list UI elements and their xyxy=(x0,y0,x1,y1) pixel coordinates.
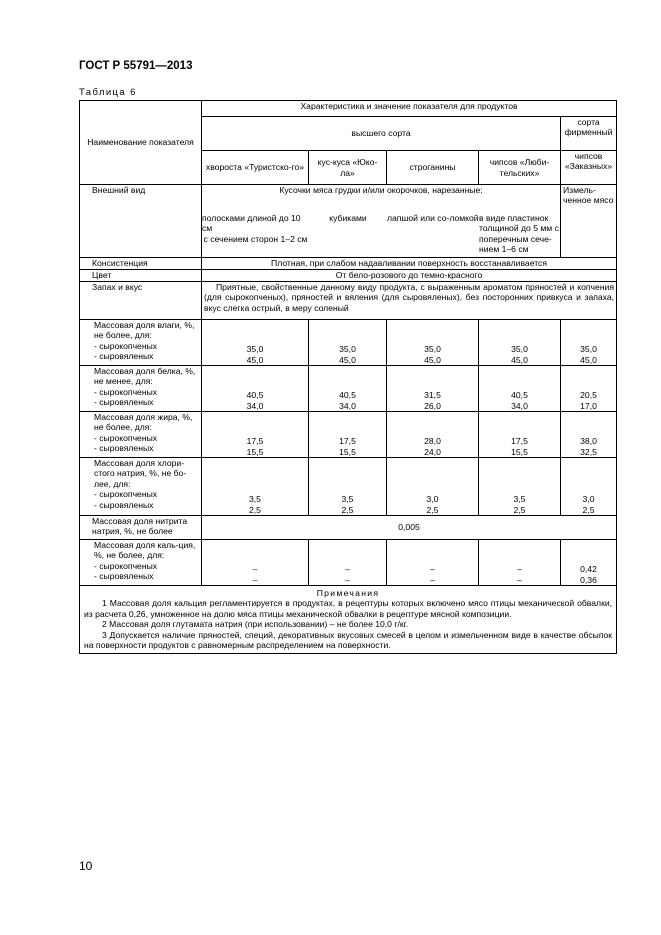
sub-label: - сырокопченых xyxy=(94,432,158,443)
value-cell xyxy=(309,320,387,366)
group-header: Характеристика и значение показателя для продуктов xyxy=(202,101,617,117)
note-2: 2 Массовая доля глутамата натрия (при использовании) – не более 10,0 г/кг. xyxy=(102,619,409,630)
appearance-noodles: лапшой или со-ломкой xyxy=(387,213,479,223)
row-label-smell: Запах и вкус xyxy=(80,282,202,320)
row-label-fat xyxy=(80,412,202,458)
value: – xyxy=(345,574,350,585)
sub-label: - сырокопченых xyxy=(94,560,158,571)
value: 45,0 xyxy=(424,354,441,365)
value: 3,5 xyxy=(513,494,526,505)
value: 45,0 xyxy=(580,354,597,365)
appearance-cut-length: полосками длиной до 10 см xyxy=(202,213,301,234)
value: 2,5 xyxy=(582,504,595,515)
appearance-cut xyxy=(202,213,309,257)
value: 40,5 xyxy=(511,390,528,401)
value: 0,42 xyxy=(580,564,597,575)
nitrite-value: 0,005 xyxy=(202,516,617,540)
value: 3,0 xyxy=(582,494,595,505)
value-cell xyxy=(387,366,479,412)
value: 3,5 xyxy=(341,494,354,505)
value-cell xyxy=(561,458,617,516)
sub-label: - сыровяленых xyxy=(94,351,154,362)
note-1: 1 Массовая доля кальция регламентируется в продуктах, в рецептуры которых включено мясо птицы механической обвалки, из расчета 0,26, умноженное на долю мяса птицы механической обвалки в рецептуре мясной композиции. xyxy=(84,598,613,619)
value: – xyxy=(517,564,522,575)
value: 31,5 xyxy=(424,390,441,401)
product-header: строганины xyxy=(387,151,479,185)
sub-label: - сырокопченых xyxy=(94,340,158,351)
table-notes xyxy=(80,586,617,654)
value: 34,0 xyxy=(339,400,356,411)
appearance-cut-section: с сечением сторон 1–2 см xyxy=(203,233,308,244)
value: 15,5 xyxy=(339,446,356,457)
value-cell xyxy=(561,320,617,366)
value: – xyxy=(252,574,258,585)
value: – xyxy=(252,564,258,575)
row-label-text: Массовая доля белка, %, не менее, для: xyxy=(94,366,196,387)
value: 0,36 xyxy=(580,574,597,585)
table-caption: Таблица 6 xyxy=(79,87,137,98)
value: 35,0 xyxy=(580,344,597,355)
value-cell xyxy=(561,412,617,458)
value: 38,0 xyxy=(580,436,597,447)
value: 34,0 xyxy=(511,400,528,411)
value: 2,5 xyxy=(341,504,354,515)
value: 15,5 xyxy=(511,446,528,457)
row-label-salt xyxy=(80,458,202,516)
value-cell xyxy=(202,320,309,366)
value: 45,0 xyxy=(246,354,264,365)
row-label-nitrite: Массовая доля нитрита натрия, %, не более xyxy=(80,516,202,540)
value: 3,0 xyxy=(426,494,439,505)
row-label-text: Массовая доля каль-ция, %, не более, для: xyxy=(94,540,196,561)
appearance-minced: Измель-ченное мясо xyxy=(561,185,617,258)
row-label-text: Массовая доля влаги, %, не более, для: xyxy=(94,320,195,341)
value-cell xyxy=(202,540,309,586)
consistency-value: Плотная, при слабом надавливании поверхность восстанавливается xyxy=(202,258,617,270)
value-cell xyxy=(202,458,309,516)
product-header: чипсов «Люби-тельских» xyxy=(479,151,561,185)
sub-label: - сыровяленых xyxy=(94,499,154,510)
row-label-appearance: Внешний вид xyxy=(80,185,202,258)
value-cell xyxy=(479,458,561,516)
appearance-common: Кусочки мяса грудки и/или окорочков, нарезанные: xyxy=(279,185,483,195)
value: 2,5 xyxy=(426,504,439,515)
appearance-cubes: кубиками xyxy=(329,213,367,223)
row-label-consistency: Консистенция xyxy=(80,258,202,270)
sub-label: - сырокопченых xyxy=(94,489,158,500)
value: 34,0 xyxy=(246,400,264,411)
value: 35,0 xyxy=(511,344,528,355)
value: 20,5 xyxy=(580,390,597,401)
value: 2,5 xyxy=(249,504,261,515)
row-label-text: Массовая доля хлори-стого натрия, %, не бо-лее, для: xyxy=(94,458,187,489)
value-cell xyxy=(309,458,387,516)
specification-table xyxy=(79,100,617,654)
smell-value: Приятные, свойственные данному виду продукта, с выраженным ароматом пряностей и копчения (для сырокопченых), пряностей и вяления (для сыровяленых), без посторонних привкуса и запаха, вкус слегка острый, в меру соленый xyxy=(202,282,617,320)
sub-label: - сыровяленых xyxy=(94,571,154,582)
color-value: От бело-розового до темно-красного xyxy=(202,270,617,282)
value: 35,0 xyxy=(424,344,441,355)
value-cell xyxy=(479,366,561,412)
value-cell xyxy=(309,540,387,586)
appearance-plates: в виде пластинок толщиной до 5 мм с поперечным сече-нием 1–6 см xyxy=(479,213,559,255)
value: – xyxy=(345,564,350,575)
value-cell xyxy=(387,412,479,458)
value: 45,0 xyxy=(511,354,528,365)
product-header: кус-куса «Юко-ла» xyxy=(309,151,387,185)
row-label-moisture xyxy=(80,320,202,366)
value: – xyxy=(517,574,522,585)
value: 35,0 xyxy=(339,344,356,355)
value-cell xyxy=(387,320,479,366)
document-header: ГОСТ Р 55791—2013 xyxy=(79,60,193,72)
value-cell xyxy=(387,458,479,516)
value: 15,5 xyxy=(246,446,264,457)
grade-top-header: высшего сорта xyxy=(202,117,561,151)
value: 17,5 xyxy=(511,436,528,447)
value: – xyxy=(430,574,435,585)
value: 40,5 xyxy=(246,390,264,401)
row-label-color: Цвет xyxy=(80,270,202,282)
value: 45,0 xyxy=(339,354,356,365)
grade-firm-header: сорта фирменный xyxy=(561,117,617,151)
value: 17,5 xyxy=(339,436,356,447)
sub-label: - сыровяленых xyxy=(94,397,154,408)
value-cell xyxy=(202,412,309,458)
value: 2,5 xyxy=(513,504,526,515)
sub-label: - сырокопченых xyxy=(94,386,158,397)
value: – xyxy=(430,564,435,575)
name-column-header: Наименование показателя xyxy=(80,101,202,185)
value: 40,5 xyxy=(339,390,356,401)
value-cell xyxy=(202,366,309,412)
product-header: хвороста «Туристско-го» xyxy=(202,151,309,185)
value-cell xyxy=(479,412,561,458)
value-cell xyxy=(479,540,561,586)
page-number: 10 xyxy=(79,859,93,873)
value: 35,0 xyxy=(246,344,264,355)
value-cell xyxy=(561,540,617,586)
notes-heading: Примечания xyxy=(316,588,380,598)
value: 26,0 xyxy=(424,400,441,411)
value: 17,0 xyxy=(580,400,597,411)
value: 32,5 xyxy=(580,446,597,457)
row-label-calcium xyxy=(80,540,202,586)
note-3: 3 Допускается наличие пряностей, специй, декоративных вкусовых смесей в целом и измельченном виде в качестве обсыпок на поверхности продуктов с равномерным распределением на поверхности. xyxy=(84,629,613,651)
product-header: чипсов «Заказных» xyxy=(561,151,617,185)
value: 3,5 xyxy=(249,494,261,505)
value-cell xyxy=(309,412,387,458)
value: 24,0 xyxy=(424,446,441,457)
row-label-protein xyxy=(80,366,202,412)
row-label-text: Массовая доля жира, %, не более, для: xyxy=(94,412,193,433)
value-cell xyxy=(387,540,479,586)
value: 17,5 xyxy=(246,436,264,447)
value-cell xyxy=(309,366,387,412)
value: 28,0 xyxy=(424,436,441,447)
value-cell xyxy=(561,366,617,412)
sub-label: - сыровяленых xyxy=(94,443,154,454)
value-cell xyxy=(479,320,561,366)
